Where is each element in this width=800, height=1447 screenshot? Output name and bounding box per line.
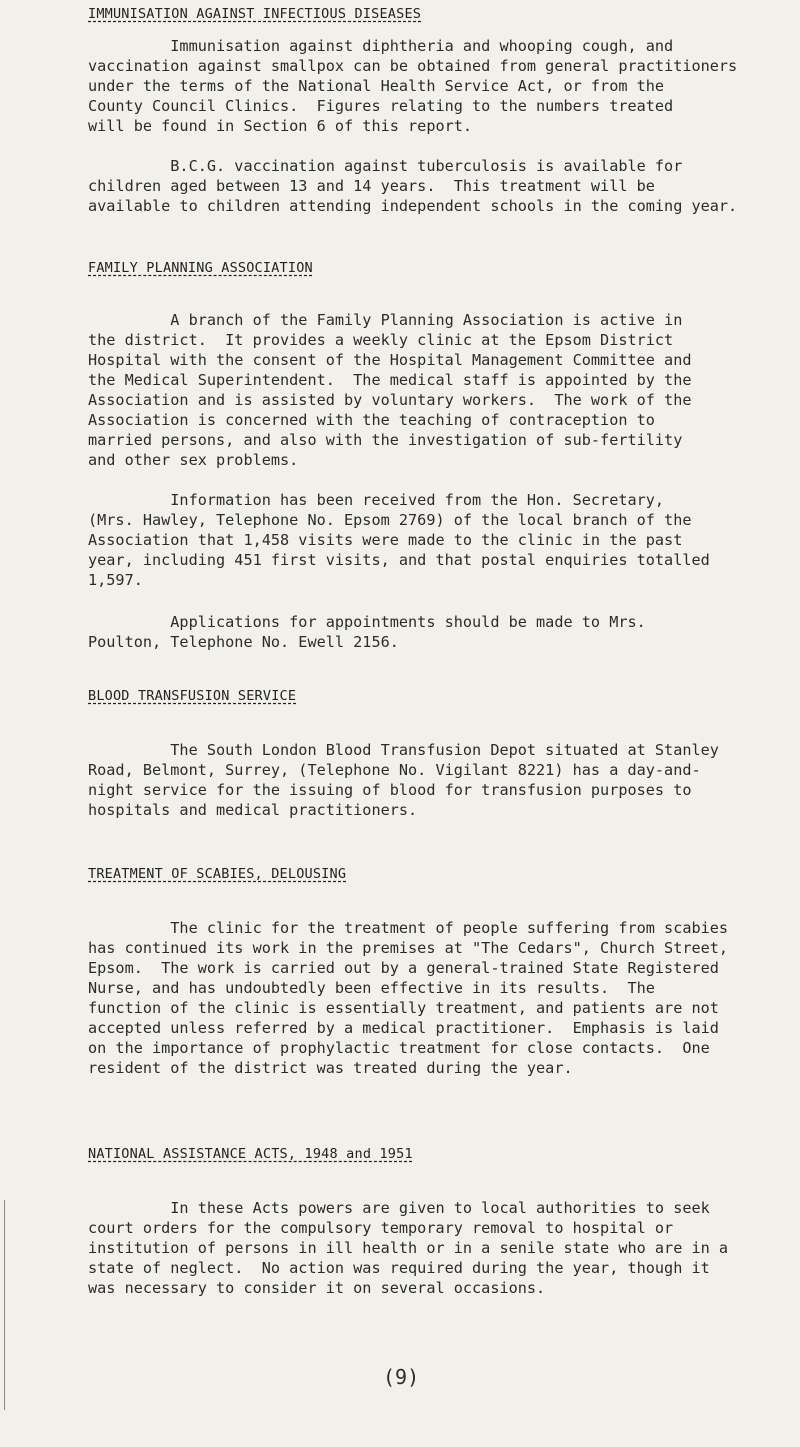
- heading-blood-transfusion: BLOOD TRANSFUSION SERVICE: [88, 688, 297, 704]
- paragraph-family-planning-branch: A branch of the Family Planning Association is active in the district. It provides a weekly clinic at the Epsom District Hospital with the consent of the Hospital Management Committee and the Medical Superintendent. The medical staff is appointed by the Association and is assisted by voluntary workers. The work of the Association is concerned with the teaching of contraception to married persons, and also with the investigation of sub-fertility and other sex problems.: [88, 311, 692, 469]
- paragraph-immunisation-availability: Immunisation against diphtheria and whooping cough, and vaccination against smallpox can be obtained from general practitioners under the terms of the National Health Service Act, or from the County Council Clinics. Figures relating to the numbers treated will be found in Section 6 of this report.: [88, 37, 738, 135]
- paragraph-family-planning-statistics: Information has been received from the Hon. Secretary, (Mrs. Hawley, Telephone No. Epsom 2769) of the local branch of the Association that 1,458 visits were made to the clinic in the past year, including 451 first visits, and that postal enquiries totalled 1,597.: [88, 491, 710, 589]
- heading-family-planning: FAMILY PLANNING ASSOCIATION: [88, 260, 313, 276]
- paragraph-national-assistance-powers: In these Acts powers are given to local authorities to seek court orders for the compulsory temporary removal to hospital or institution of persons in ill health or in a senile state who are in a state of neglect. No action was required during the year, though it was necessary to consider it on several occasions.: [88, 1199, 729, 1297]
- paragraph-blood-transfusion-depot: The South London Blood Transfusion Depot situated at Stanley Road, Belmont, Surrey, (Telephone No. Vigilant 8221) has a day-and- night service for the issuing of blood for transfusion purposes to hospitals and medical practitioners.: [88, 741, 719, 819]
- paragraph-scabies-clinic: The clinic for the treatment of people suffering from scabies has continued its work in the premises at "The Cedars", Church Street, Epsom. The work is carried out by a general-trained State Registered Nurse, and has undoubtedly been effective in its results. The function of the clinic is essentially treatment, and patients are not accepted unless referred by a medical practitioner. Emphasis is laid on the importance of prophylactic treatment for close contacts. One resident of the district was treated during the year.: [88, 919, 729, 1077]
- scan-margin-line: [4, 1200, 5, 1410]
- paragraph-bcg-vaccination: B.C.G. vaccination against tuberculosis is available for children aged between 13 and 14 years. This treatment will be available to children attending independent schools in the coming year.: [88, 157, 738, 215]
- page-number: (9): [383, 1365, 420, 1389]
- heading-scabies-delousing: TREATMENT OF SCABIES, DELOUSING: [88, 866, 347, 882]
- paragraph-family-planning-appointments: Applications for appointments should be made to Mrs. Poulton, Telephone No. Ewell 2156.: [88, 613, 646, 651]
- heading-national-assistance-acts: NATIONAL ASSISTANCE ACTS, 1948 and 1951: [88, 1146, 413, 1162]
- heading-immunisation: IMMUNISATION AGAINST INFECTIOUS DISEASES: [88, 6, 422, 22]
